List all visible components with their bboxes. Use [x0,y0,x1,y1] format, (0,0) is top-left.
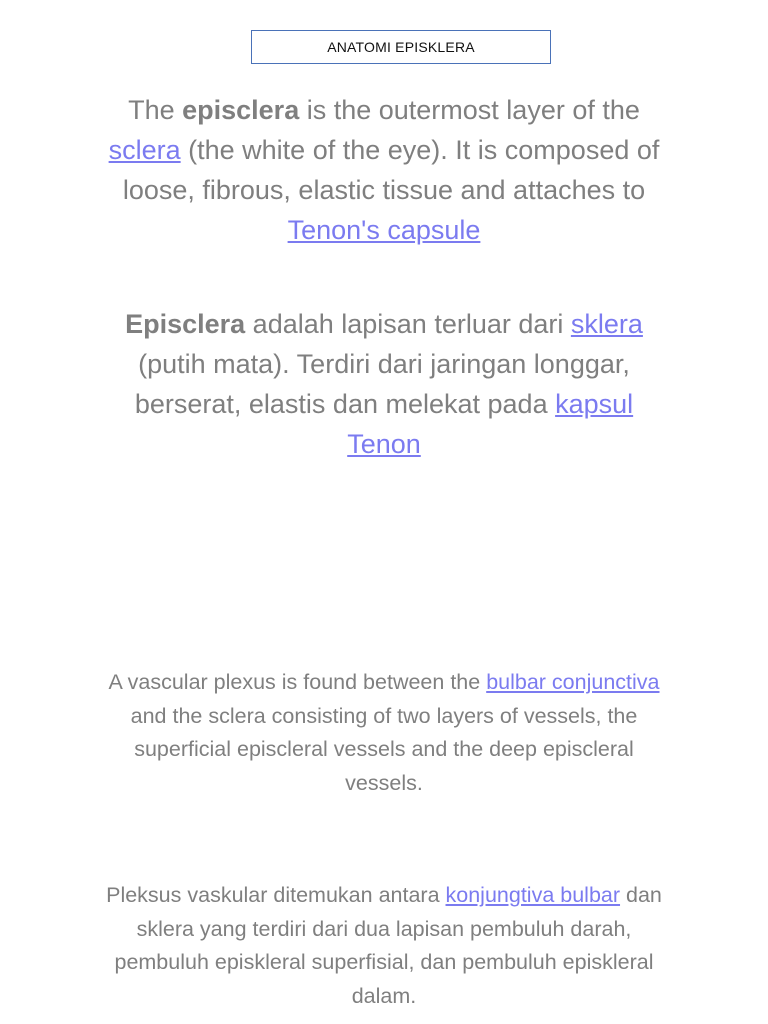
link-tenons-capsule[interactable]: Tenon's capsule [287,215,481,245]
term-episclera: Episclera [125,309,246,339]
link-kapsul-tenon[interactable]: kapsul Tenon [347,389,634,459]
link-bulbar-conjunctiva[interactable]: bulbar conjunctiva [486,670,660,694]
text-segment: dan sklera yang terdiri dari dua lapisan pembuluh darah, pembuluh episkleral superfisial, dan pembuluh episkleral dalam. [114,883,662,1008]
link-sklera[interactable]: sklera [570,309,643,339]
term-episclera: episclera [182,95,300,125]
vascular-plexus-description-id [104,879,664,1013]
text-segment: (putih mata). Terdiri dari jaringan longgar, berserat, elastis dan melekat pada [134,349,630,419]
vascular-plexus-description-en [104,666,664,800]
text-segment: A vascular plexus is found between the [108,670,487,694]
episclera-description-id [100,304,668,464]
text-segment: and the sclera consisting of two layers of vessels, the superficial episcleral vessels and the deep episcleral vessels. [130,703,638,795]
episclera-description-en [100,90,668,250]
text-segment: (the white of the eye). It is composed of loose, fibrous, elastic tissue and attaches to [122,135,660,205]
link-konjungtiva-bulbar[interactable]: konjungtiva bulbar [445,883,621,907]
text-segment: The [128,95,183,125]
text-segment: adalah lapisan terluar dari [245,309,571,339]
page-title: ANATOMI EPISKLERA [251,30,551,64]
text-segment: Pleksus vaskular ditemukan antara [106,883,446,907]
text-segment: is the outermost layer of the [299,95,640,125]
link-sclera[interactable]: sclera [108,135,181,165]
